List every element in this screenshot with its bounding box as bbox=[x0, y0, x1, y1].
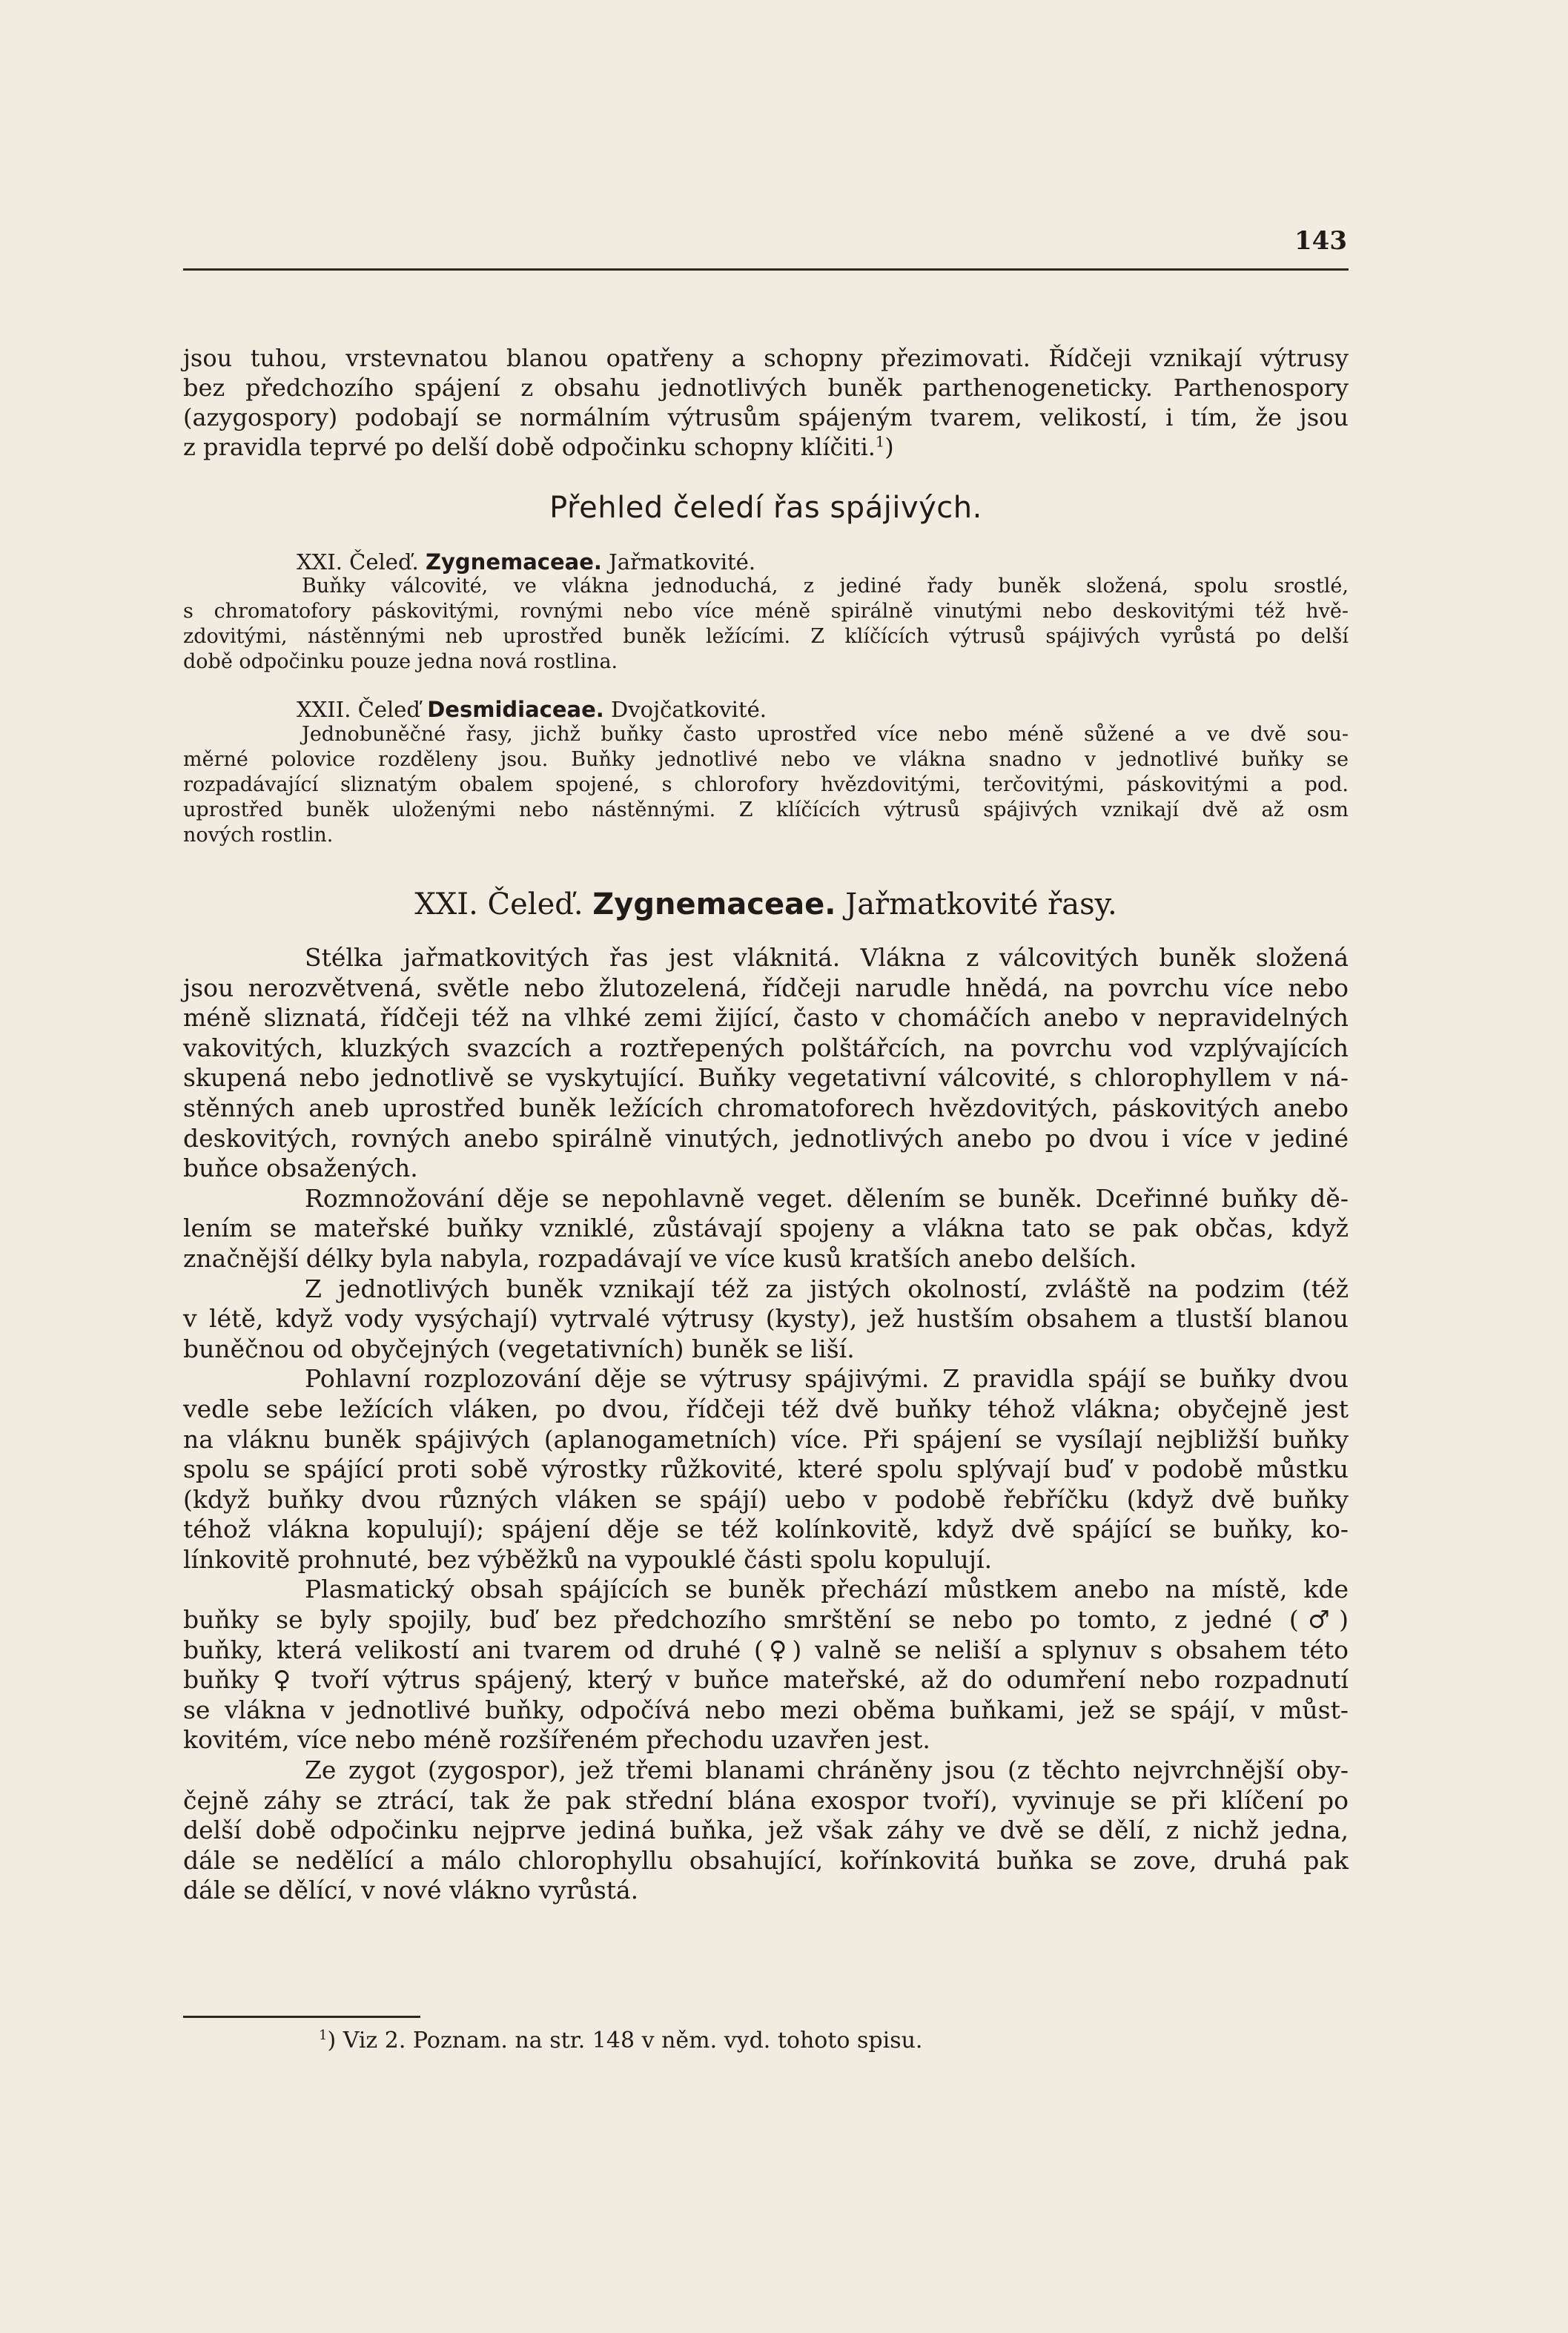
body-text bbox=[183, 943, 1349, 1906]
body-line: lením se mateřské buňky vzniklé, zůstávají spojeny a vlákna tato se pak občas, když bbox=[183, 1214, 1349, 1243]
body-line: Rozmnožování děje se nepohlavně veget. dělením se buněk. Dceřinné buňky dě- bbox=[305, 1183, 1349, 1213]
body-line: Stélka jařmatkovitých řas jest vláknitá. Vlákna z válcovitých buněk složená bbox=[305, 943, 1349, 972]
body-line: buněčnou od obyčejných (vegetativních) buněk se liší. bbox=[183, 1334, 855, 1363]
footnote-rule bbox=[183, 2016, 420, 2018]
page-number: 143 bbox=[1294, 226, 1347, 256]
body-line: skupená nebo jednotlivě se vyskytující. Buňky vegetativní válcovité, s chlorophyllem v ná- bbox=[183, 1063, 1349, 1093]
intro-paragraph bbox=[183, 343, 1349, 462]
family-xxi-title bbox=[297, 549, 755, 575]
footnote-reference: 1 bbox=[875, 433, 885, 451]
body-line: buňce obsažených. bbox=[183, 1154, 418, 1183]
body-line: se vlákna v jednotlivé buňky, odpočívá nebo mezi oběma buňkami, jež se spájí, v můst- bbox=[183, 1695, 1349, 1724]
body-paragraph bbox=[183, 1364, 1349, 1575]
body-line: delší době odpočinku nejprve jediná buňka, jež však záhy ve dvě se dělí, z nichž jedna, bbox=[183, 1816, 1349, 1845]
family-xxi-description bbox=[183, 574, 1349, 675]
body-line: Plasmatický obsah spájících se buněk přechází můstkem anebo na místě, kde bbox=[305, 1575, 1349, 1604]
footnote-reference-bracket: ) bbox=[884, 433, 894, 461]
intro-line: z pravidla teprvé po delší době odpočinku schopny klíčiti. bbox=[183, 433, 876, 461]
description-line: době odpočinku pouze jedna nová rostlina. bbox=[183, 650, 618, 673]
body-line: Ze zygot (zygospor), jež třemi blanami chráněny jsou (z těchto nejvrchnější oby- bbox=[305, 1755, 1349, 1785]
section-czech-name: Jařmatkovité řasy. bbox=[845, 887, 1117, 921]
description-line: uprostřed buněk uloženými nebo nástěnnými. Z klíčících výtrusů spájivých vznikají dvě až osm bbox=[183, 798, 1349, 821]
body-line: buňky se byly spojily, buď bez předchozího smrštění se nebo po tomto, z jedné (♂) bbox=[183, 1605, 1349, 1635]
body-line: dále se nedělící a málo chlorophyllu obsahující, kořínkovitá buňka se zove, druhá pak bbox=[183, 1845, 1349, 1875]
body-line: značnější délky byla nabyla, rozpadávají ve více kusů kratších anebo delších. bbox=[183, 1243, 1137, 1273]
body-line: na vláknu buněk spájivých (aplanogametních) více. Při spájení se vysílají nejbližší buňky bbox=[183, 1424, 1349, 1454]
footnote bbox=[319, 2028, 922, 2054]
intro-line: jsou tuhou, vrstevnatou blanou opatřeny a schopny přezimovati. Řídčeji vznikají výtrusy bbox=[183, 344, 1349, 372]
body-paragraph bbox=[183, 1575, 1349, 1755]
body-line: čejně záhy se ztrácí, tak že pak střední blána exospor tvoří), vyvinuje se při klíčení po bbox=[183, 1785, 1349, 1815]
description-line: Jednobuněčné řasy, jichž buňky často uprostřed více nebo méně sůžené a ve dvě sou- bbox=[302, 723, 1349, 746]
body-line: spolu se spájící proti sobě výrostky růžkovité, které spolu splývají buď v podobě můstku bbox=[183, 1455, 1349, 1484]
family-xxii-description bbox=[183, 722, 1349, 848]
body-line: Pohlavní rozplozování děje se výtrusy spájivými. Z pravidla spájí se buňky dvou bbox=[305, 1364, 1349, 1394]
section-heading bbox=[183, 887, 1349, 921]
footnote-text: ) Viz 2. Poznam. na str. 148 v něm. vyd. tohoto spisu. bbox=[327, 2028, 923, 2054]
body-line: buňky, která velikostí ani tvarem od druhé (♀) valně se neliší a splynuv s obsahem této bbox=[183, 1635, 1349, 1664]
body-line: buňky ♀ tvoří výtrus spájený, který v buňce mateřské, až do odumření nebo rozpadnutí bbox=[183, 1665, 1349, 1695]
description-line: nových rostlin. bbox=[183, 824, 334, 847]
intro-line: (azygospory) podobají se normálním výtrusům spájeným tvarem, velikostí, i tím, že jsou bbox=[183, 403, 1349, 431]
body-paragraph bbox=[183, 1274, 1349, 1365]
header-rule bbox=[183, 268, 1349, 271]
body-line: dále se dělící, v nové vlákno vyrůstá. bbox=[183, 1876, 639, 1905]
body-line: línkovitě prohnuté, bez výběžků na vypouklé části spolu kopulují. bbox=[183, 1544, 993, 1574]
family-czech-name: Jařmatkovité. bbox=[609, 549, 756, 575]
body-line: Z jednotlivých buněk vznikají též za jistých okolností, zvláště na podzim (též bbox=[305, 1274, 1349, 1303]
body-paragraph bbox=[183, 1755, 1349, 1906]
section-number: XXI. Čeleď. bbox=[414, 887, 583, 921]
section-latin-name: Zygnemaceae. bbox=[592, 887, 836, 921]
body-line: deskovitých, rovných anebo spirálně vinutých, jednotlivých anebo po dvou i více v jediné bbox=[183, 1123, 1349, 1153]
body-paragraph bbox=[183, 1184, 1349, 1274]
body-line: vedle sebe ležících vláken, po dvou, řídčeji též dvě buňky téhož vlákna; obyčejně jest bbox=[183, 1394, 1349, 1423]
family-latin-name: Desmidiaceae. bbox=[427, 697, 604, 722]
description-line: měrné polovice rozděleny jsou. Buňky jednotlivé nebo ve vlákna snadno v jednotlivé buňky se bbox=[183, 748, 1349, 771]
body-paragraph bbox=[183, 943, 1349, 1184]
intro-line-last bbox=[183, 432, 1349, 462]
body-line: vakovitých, kluzkých svazcích a roztřepených polštářcích, na povrchu vod vzplývajících bbox=[183, 1033, 1349, 1062]
description-line: s chromatofory páskovitými, rovnými nebo více méně spirálně vinutými nebo deskovitými též hvě- bbox=[183, 600, 1349, 623]
body-line: méně sliznatá, řídčeji též na vlhké zemi žijící, často v chomáčích anebo v nepravidelných bbox=[183, 1003, 1349, 1033]
body-line: (když buňky dvou různých vláken se spájí) uebo v podobě řebříčku (když dvě buňky bbox=[183, 1484, 1349, 1514]
body-line: stěnných aneb uprostřed buněk ležících chromatoforech hvězdovitých, páskovitých anebo bbox=[183, 1093, 1349, 1122]
family-number: XXI. Čeleď. bbox=[297, 549, 419, 575]
family-number: XXII. Čeleď bbox=[297, 697, 420, 722]
family-czech-name: Dvojčatkovité. bbox=[610, 697, 767, 722]
overview-heading: Přehled čeledí řas spájivých. bbox=[549, 491, 982, 525]
description-line: rozpadávající sliznatým obalem spojené, s chlorofory hvězdovitými, terčovitými, páskovitými a pod. bbox=[183, 773, 1349, 796]
family-latin-name: Zygnemaceae. bbox=[425, 549, 602, 575]
body-line: téhož vlákna kopulují); spájení děje se též kolínkovitě, když dvě spájící se buňky, ko- bbox=[183, 1515, 1349, 1544]
body-line: v létě, když vody vysýchají) vytrvalé výtrusy (kysty), jež hustším obsahem a tlustší blanou bbox=[183, 1304, 1349, 1334]
body-line: jsou nerozvětvená, světle nebo žlutozelená, řídčeji narudle hnědá, na povrchu více nebo bbox=[183, 973, 1349, 1002]
family-xxii-title bbox=[297, 697, 767, 722]
description-line: Buňky válcovité, ve vlákna jednoduchá, z jediné řady buněk složená, spolu srostlé, bbox=[302, 575, 1349, 598]
description-line: zdovitými, nástěnnými neb uprostřed buněk ležícími. Z klíčících výtrusů spájivých vyrůstá po delší bbox=[183, 625, 1349, 648]
footnote-mark: 1 bbox=[319, 2028, 328, 2043]
body-line: kovitém, více nebo méně rozšířeném přechodu uzavřen jest. bbox=[183, 1725, 930, 1755]
intro-line: bez předchozího spájení z obsahu jednotlivých buněk parthenogeneticky. Parthenospory bbox=[183, 374, 1349, 402]
